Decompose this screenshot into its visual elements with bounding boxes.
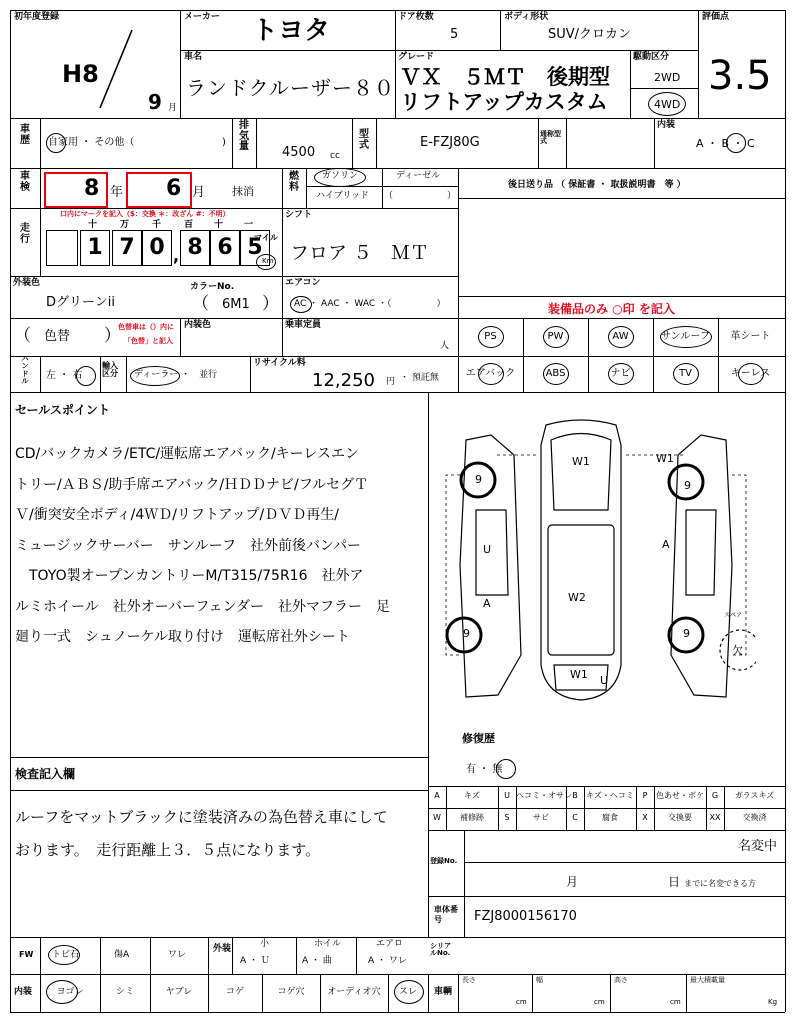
grade-line-2: リフトアップカスタム	[400, 90, 608, 114]
displacement-label: 排気量	[239, 120, 249, 152]
interior-item-0: ヨゴレ	[56, 987, 84, 997]
legend-row1-6: P	[642, 791, 648, 800]
inspection-label: 車検	[20, 171, 30, 193]
color-no-value: 6M1	[222, 297, 250, 312]
interior-label: 内装	[657, 120, 676, 130]
legend-divider-2	[516, 786, 517, 830]
inspection-erased: 抹消	[232, 185, 254, 198]
sales-line-1: トリー/ＡＢＳ/助手席エアバック/ＨＤＤナビ/フルセグＴ	[15, 476, 369, 493]
interior-grade-circle	[726, 133, 746, 153]
serial-label: シリアルNo.	[430, 942, 451, 957]
damage-mark-9: 9	[683, 627, 690, 640]
history-close-paren: )	[222, 137, 226, 148]
equipment-row2-2-circle	[608, 363, 634, 385]
fuel-hybrid-paren: （ ）	[384, 191, 457, 201]
vehicle-size-label: 車輌	[434, 987, 453, 997]
ext-aero-label: エアロ	[376, 939, 404, 949]
fuel-label: 燃料	[289, 171, 299, 193]
inspection-year: 8	[84, 176, 100, 201]
mileage-comma: ,	[173, 246, 180, 265]
sales-line-5: ルミホイール 社外オーバーフェンダー 社外マフラー 足	[15, 598, 391, 615]
legend-row2-7: 交換要	[668, 813, 692, 822]
color-no-paren-open: （	[192, 294, 209, 314]
interior-row-label: 内装	[14, 987, 33, 997]
mileage-label: 走行	[20, 223, 30, 245]
damage-mark-10: W1	[570, 668, 588, 681]
equipment-row1-3-circle	[660, 326, 712, 348]
interior-color-label: 内装色	[184, 320, 212, 330]
mileage-unit-2: 千	[152, 220, 162, 230]
mileage-digit-3: 0	[142, 230, 172, 266]
mileage-unit-0: 十	[88, 220, 98, 230]
handle-right-circle	[76, 366, 96, 386]
interior-item-2: ヤブレ	[165, 987, 193, 997]
fw-label: FW	[19, 950, 34, 959]
fuel-diesel: ディーゼル	[396, 171, 441, 181]
mileage-unit-5: 一	[244, 220, 254, 230]
repaint-note-1: 色替車は（）内に	[118, 323, 174, 331]
legend-row1-7: 色あせ・ボケ	[656, 791, 704, 800]
displacement-unit: cc	[330, 151, 340, 161]
mileage-km: Km	[262, 257, 274, 265]
mileage-mile: マイル	[254, 233, 278, 242]
doors-label: ドア枚数	[398, 12, 434, 22]
chassis-value: FZJ8000156170	[474, 909, 577, 924]
fw-item-scratch: 傷A	[114, 950, 130, 960]
fw-chip-circle	[48, 945, 80, 965]
aircon-ac-circle	[290, 296, 312, 313]
legend-divider-7	[706, 786, 707, 830]
drive-2wd: 2WD	[654, 71, 681, 84]
score-label: 評価点	[702, 12, 730, 22]
damage-mark-6: W2	[568, 591, 586, 604]
legend-row2-1: 補修跡	[460, 813, 484, 822]
damage-mark-3: 9	[684, 479, 691, 492]
reg-no-label: 登録No.	[430, 857, 458, 865]
exterior-label: 外装	[213, 944, 232, 954]
equipment-row1-4: 革シート	[730, 331, 771, 342]
equipment-row2-1-circle	[543, 363, 569, 385]
equipment-row1-0-circle	[478, 326, 504, 348]
shift-value: フロア ５ ＭＴ	[290, 242, 430, 264]
month-unit: 月	[168, 103, 178, 113]
damage-mark-4: U	[483, 543, 492, 556]
sales-line-0: CD/バックカメラ/ETC/運転席エアバック/キーレスエン	[15, 446, 359, 462]
mileage-digit-6: 5	[240, 230, 270, 266]
history-value: 自家用 ・ その他（	[48, 137, 135, 148]
width-unit: cm	[594, 998, 605, 1006]
chassis-label: 車体番号	[434, 905, 458, 924]
fw-item-chip: トビ石	[52, 950, 80, 960]
legend-row1-0: A	[434, 791, 440, 800]
recycle-label: リサイクル料	[253, 358, 306, 368]
ext-small-label: 小	[260, 939, 270, 949]
spare-label: スペア	[724, 612, 743, 619]
equipment-row2-1: ABS	[545, 368, 566, 379]
body-shape-label: ボディ形状	[504, 12, 549, 22]
legend-row1-5: キズ・ヘコミ	[586, 791, 634, 800]
equipment-row2-4-circle	[738, 363, 764, 385]
repair-none-circle	[496, 759, 516, 779]
legend-divider-1	[498, 786, 499, 830]
max-load-unit: Kg	[768, 998, 778, 1006]
ext-wheel-values: A ・ 曲	[302, 956, 332, 966]
first-registration-label: 初年度登録	[14, 12, 60, 22]
first-registration-month: 9	[148, 90, 162, 114]
handle-label: ハンドル	[21, 355, 29, 386]
aircon-value: AC ・ AAC ・ WAC ・（ ）	[294, 299, 446, 309]
ext-wheel-label: ホイル	[314, 939, 342, 949]
interior-item-5: オーディオ穴	[327, 987, 381, 997]
mileage-digit-1: 1	[80, 230, 110, 266]
equipment-row1-3: サンルーフ	[661, 331, 710, 342]
mileage-unit-4: 十	[214, 220, 224, 230]
legend-row1-4: B	[572, 791, 578, 800]
legend-row2-6: X	[642, 813, 648, 822]
legend-row2-3: サビ	[533, 813, 549, 822]
fw-item-crack: ワレ	[168, 950, 187, 960]
legend-row2-8: XX	[709, 813, 721, 822]
spare-value: 欠	[732, 644, 743, 657]
history-label: 車歴	[20, 124, 30, 146]
repaint-value: 色替	[44, 329, 71, 344]
exterior-color-value: Dグリーンⅰⅰ	[46, 295, 115, 310]
legend-divider-6	[654, 786, 655, 830]
sales-title: セールスポイント	[15, 403, 110, 417]
equipment-row2-0: エアバック	[465, 368, 516, 379]
grade-line-1: ＶＸ ５ＭＴ 後期型	[400, 65, 610, 89]
import-dealer-circle	[130, 366, 180, 386]
width-label: 幅	[536, 976, 543, 984]
equipment-row2-4: キーレス	[730, 368, 771, 379]
equipment-row2-0-circle	[478, 363, 504, 385]
car-name-label: 車名	[184, 52, 203, 62]
equipment-row2-2: ナビ	[610, 368, 631, 379]
recycle-value: 12,250	[312, 370, 375, 391]
fuel-hybrid: ハイブリッド	[316, 191, 370, 201]
color-no-label: カラーNo.	[190, 282, 235, 292]
inspection-year-unit: 年	[110, 185, 124, 200]
legend-row2-5: 腐食	[602, 813, 618, 822]
damage-mark-2: 9	[475, 473, 482, 486]
inspect-line-1: おります。 走行距離上３．５点になります。	[15, 841, 321, 859]
inspection-month: 6	[166, 176, 182, 201]
mileage-unit-1: 万	[120, 220, 130, 230]
inspect-notes-title: 検査記入欄	[15, 767, 76, 781]
ext-small-values: A ・ Ｕ	[240, 956, 270, 966]
repaint-note-2: 「色替」と記入	[124, 337, 173, 345]
common-model-label: 通称型式	[540, 130, 561, 145]
interior-item-4: コゲ穴	[277, 987, 305, 997]
interior-item-circle-0	[46, 980, 78, 1004]
interior-item-circle-1	[394, 980, 424, 1004]
legend-row1-2: U	[504, 791, 510, 800]
equipment-row2-3: TV	[679, 368, 692, 379]
interior-grade: A ・ B ・ C	[696, 137, 755, 150]
legend-row1-3: ヘコミ・オサレ	[516, 791, 572, 800]
shift-label: シフト	[285, 210, 313, 220]
score-value: 3.5	[708, 53, 772, 99]
length-unit: cm	[516, 998, 527, 1006]
recycle-deposit: ・ 預託無	[400, 373, 439, 383]
deadline-month: 月	[566, 875, 579, 889]
legend-divider-3	[566, 786, 567, 830]
equipment-row1-0: PS	[484, 331, 497, 342]
legend-row1-8: G	[711, 791, 719, 800]
legend-row1-1: キズ	[464, 791, 480, 800]
history-private-circle	[46, 133, 66, 153]
inspect-line-0: ルーフをマットブラックに塗装済みの為色替え車にして	[15, 808, 388, 826]
legend-row2-0: W	[433, 813, 441, 822]
ext-aero-values: A ・ ワレ	[368, 956, 407, 966]
mileage-digit-2: 7	[112, 230, 142, 266]
equipment-row1-1-circle	[543, 326, 569, 348]
equipment-row1-2: AW	[612, 331, 629, 342]
legend-divider-4	[584, 786, 585, 830]
mileage-note: 口内にマークを記入（$：交換 ＊：改ざん #：不明）	[60, 210, 230, 218]
equipment-title: 装備品のみ ○印 を記入	[548, 302, 675, 316]
drive-4wd-circle	[648, 92, 686, 116]
model-label: 型式	[359, 129, 369, 151]
drive-4wd: 4WD	[654, 98, 681, 111]
legend-row2-4: C	[572, 813, 578, 822]
first-registration-year: H8	[62, 60, 99, 88]
interior-item-6: スレ	[398, 987, 417, 997]
damage-mark-11: U	[600, 674, 609, 687]
car-diagram	[436, 415, 756, 705]
name-change-status: 名変中	[738, 839, 778, 854]
interior-item-1: シミ	[115, 987, 134, 997]
equipment-row2-3-circle	[673, 363, 699, 385]
inspection-month-box	[126, 172, 192, 208]
interior-item-3: コゲ	[225, 987, 244, 997]
displacement-value: 4500	[282, 145, 316, 160]
recycle-unit: 円	[386, 377, 396, 387]
import-value: ディーラー ・ 並行	[134, 370, 218, 380]
max-load-label: 最大積載量	[690, 976, 725, 984]
car-name-value: ランドクルーザー８０	[186, 76, 395, 100]
color-no-paren-close: ）	[262, 294, 279, 314]
deadline-note: までに名変できる方	[684, 879, 756, 888]
equipment-row1-2-circle	[608, 326, 634, 348]
legend-divider-8	[724, 786, 725, 830]
drive-label: 駆動区分	[633, 52, 670, 62]
damage-mark-7: A	[483, 597, 491, 610]
legend-row2-9: 交換済	[742, 813, 767, 822]
mileage-digit-0	[46, 230, 78, 266]
doors-value: 5	[450, 27, 459, 42]
exterior-color-label: 外装色	[13, 278, 41, 288]
capacity-label: 乗車定員	[285, 320, 322, 330]
repair-value: 有 ・ 無	[466, 764, 503, 775]
fuel-gasoline-circle	[314, 168, 366, 187]
capacity-unit: 人	[440, 341, 450, 351]
grade-label: グレード	[398, 52, 435, 62]
maker-label: メーカー	[184, 12, 220, 22]
repair-label: 修復歴	[462, 732, 495, 745]
damage-mark-0: W1	[572, 455, 590, 468]
length-label: 長さ	[462, 976, 476, 984]
damage-mark-5: A	[662, 538, 670, 551]
docs-title: 後日送り品 （ 保証書 ・ 取扱説明書 等 ）	[508, 180, 686, 190]
maker-value: トヨタ	[252, 16, 331, 46]
repaint-paren-open: （	[14, 326, 31, 346]
legend-divider-0	[446, 786, 447, 830]
legend-row1-9: ガラスキズ	[734, 791, 775, 800]
legend-row2-2: S	[504, 813, 510, 822]
legend-divider-5	[636, 786, 637, 830]
sales-line-6: 廻り一式 シュノーケル取り付け 運転席社外シート	[15, 629, 350, 645]
sales-line-3: ミュージックサーバー サンルーフ 社外前後バンパー	[15, 537, 362, 554]
import-label: 輸入区分	[102, 361, 118, 378]
aircon-label: エアコン	[285, 278, 321, 288]
model-value: E-FZJ80G	[420, 135, 480, 150]
height-label: 高さ	[614, 976, 628, 984]
slash-mark	[96, 28, 136, 110]
repaint-paren-close: ）	[104, 326, 121, 346]
damage-mark-8: 9	[463, 627, 470, 640]
fuel-gasoline: ガソリン	[322, 171, 359, 181]
handle-value: 左 ・ 右	[46, 370, 83, 381]
damage-mark-1: W1	[656, 452, 674, 465]
mileage-digit-5: 6	[210, 230, 240, 266]
mileage-km-circle	[256, 254, 276, 270]
sales-line-2: Ｖ/衝突安全ボディ/4ＷＤ/リフトアップ/ＤＶＤ再生/	[15, 507, 339, 523]
equipment-row1-1: PW	[547, 331, 564, 342]
sales-line-4: TOYO製オープンカントリーM/T315/75R16 社外ア	[15, 568, 364, 584]
inspection-month-unit: 月	[192, 185, 206, 200]
mileage-unit-3: 百	[184, 220, 194, 230]
mileage-digit-4: 8	[180, 230, 210, 266]
deadline-day: 日	[668, 875, 681, 889]
height-unit: cm	[670, 998, 681, 1006]
body-shape-value: SUV/クロカン	[548, 27, 632, 42]
